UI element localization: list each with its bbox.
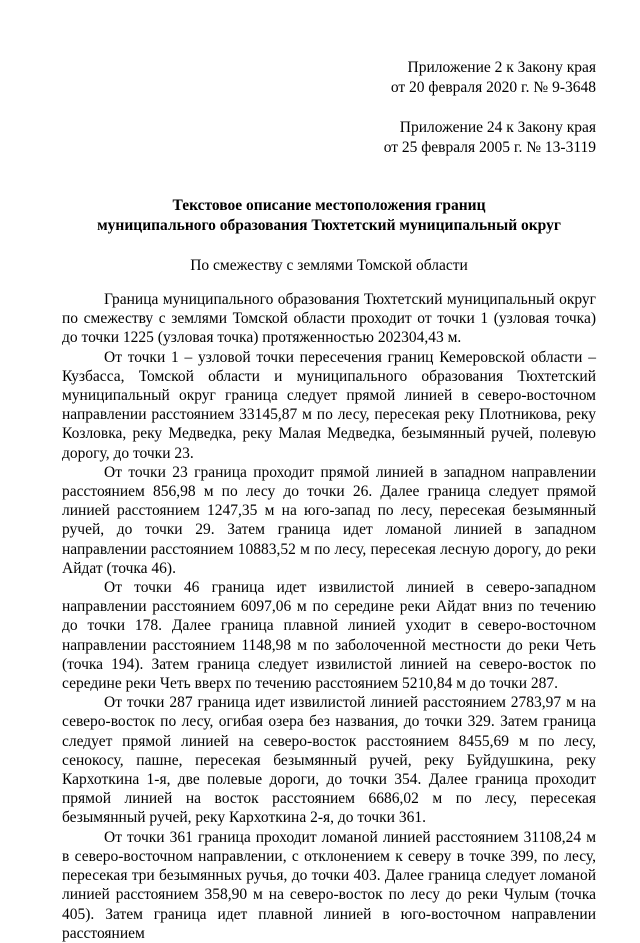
document-body: [62, 290, 596, 943]
appendix-line-2: от 20 февраля 2020 г. № 9-3648: [390, 79, 596, 96]
appendix-line-3: Приложение 24 к Закону края: [399, 119, 596, 136]
appendix-header: [62, 58, 596, 98]
paragraph: От точки 1 – узловой точки пересечения границ Кемеровской области – Кузбасса, Томской области и муниципального образования Тюхтетский муниципальный округ граница следует прямой линией в северо-восточном направлении расстоянием 33145,87 м по лесу, пересекая реку Плотникова, реку Козловка, реку Медведка, реку Малая Медведка, безымянный ручей, полевую дорогу, до точки 23.: [62, 348, 596, 462]
title-line-1: Текстовое описание местоположения границ: [172, 197, 486, 214]
paragraph: От точки 287 граница идет извилистой линией расстоянием 2783,97 м на северо-восток по лесу, огибая озера без названия, до точки 329. Затем граница следует прямой линией на северо-восток расстоянием 8455,69 м по лесу, сенокосу, пашне, пересекая безымянный ручей, реку Буйдушкина, реку Кархоткина 1-я, две полевые дороги, до точки 354. Далее граница проходит прямой линией на восток расстоянием 6686,02 м по лесу, пересекая безымянный ручей, реку Кархоткина 2-я, до точки 361.: [62, 694, 596, 827]
appendix-line-1: Приложение 2 к Закону края: [407, 59, 596, 76]
section-heading: По смежеству с землями Томской области: [190, 257, 468, 274]
paragraph: От точки 23 граница проходит прямой линией в западном направлении расстоянием 856,98 м по лесу до точки 26. Далее граница следует прямой линией расстоянием 1247,35 м на юго-запад по лесу, пересекая безымянный ручей, до точки 29. Затем граница идет ломаной линией в западном направлении расстоянием 10883,52 м по лесу, пересекая лесную дорогу, до реки Айдат (точка 46).: [62, 463, 596, 577]
appendix-line-4: от 25 февраля 2005 г. № 13-3119: [383, 139, 596, 156]
title-line-2: муниципального образования Тюхтетский муниципальный округ: [97, 217, 561, 234]
paragraph: От точки 46 граница идет извилистой линией в северо-западном направлении расстоянием 6097,06 м по середине реки Айдат вниз по течению до точки 178. Далее граница плавной линией уходит в северо-восточном направлении расстоянием 1148,98 м по заболоченной местности до реки Четь (точка 194). Затем граница следует извилистой линией на северо-восток по середине реки Четь вверх по течению расстоянием 5210,84 м до точки 287.: [62, 579, 596, 693]
paragraph: От точки 361 граница проходит ломаной линией расстоянием 31108,24 м в северо-восточном направлении, с отклонением к северу в точке 399, по лесу, пересекая три безымянных ручья, до точки 403. Далее граница следует ломаной линией расстоянием 358,90 м на северо-восток по лесу до реки Чулым (точка 405). Затем граница идет плавной линией в юго-восточном направлении расстоянием: [62, 828, 596, 942]
document-title: [62, 196, 596, 236]
appendix-header-original: [62, 118, 596, 158]
paragraph: Граница муниципального образования Тюхтетский муниципальный округ по смежеству с землями Томской области проходит от точки 1 (узловая точка) до точки 1225 (узловая точка) протяженностью 202304,43 м.: [62, 291, 596, 347]
